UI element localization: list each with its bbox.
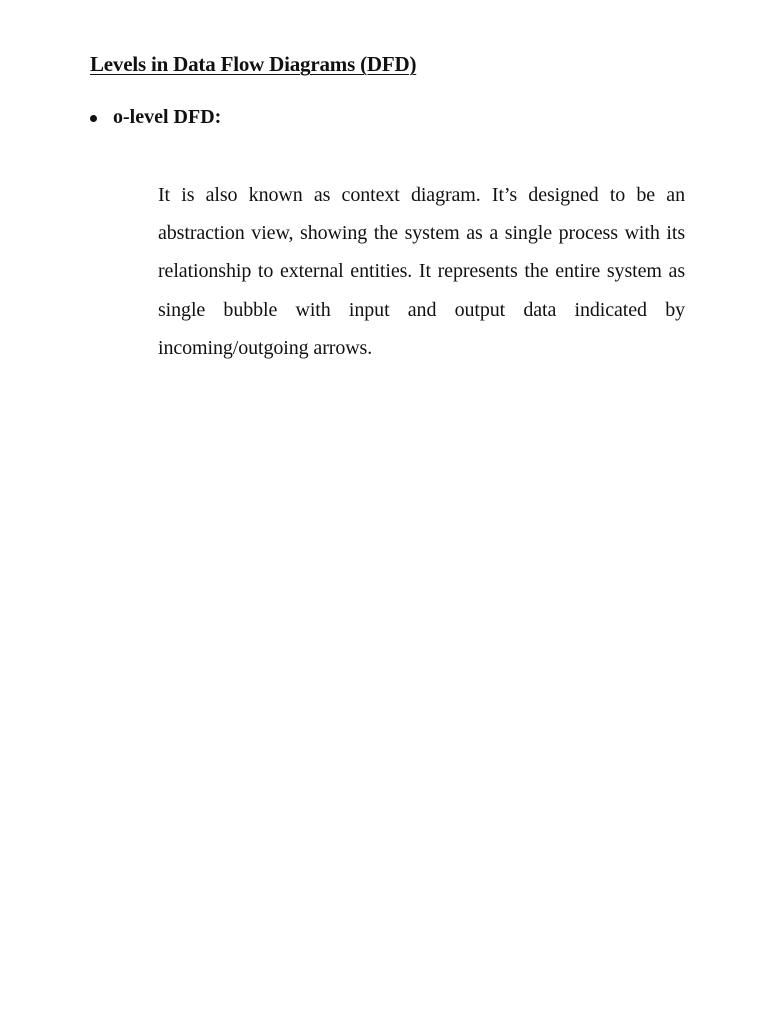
bullet-icon xyxy=(90,115,97,122)
body-paragraph: It is also known as context diagram. It’s designed to be an abstraction view, showing the system as a single process with its relationship to external entities. It represents the entire system as single bubble with input and output data indicated by incoming/outgoing arrows. xyxy=(158,184,685,359)
bullet-item xyxy=(90,106,221,129)
bullet-label: o-level DFD: xyxy=(113,106,222,128)
section-heading: Levels in Data Flow Diagrams (DFD) xyxy=(90,52,417,76)
